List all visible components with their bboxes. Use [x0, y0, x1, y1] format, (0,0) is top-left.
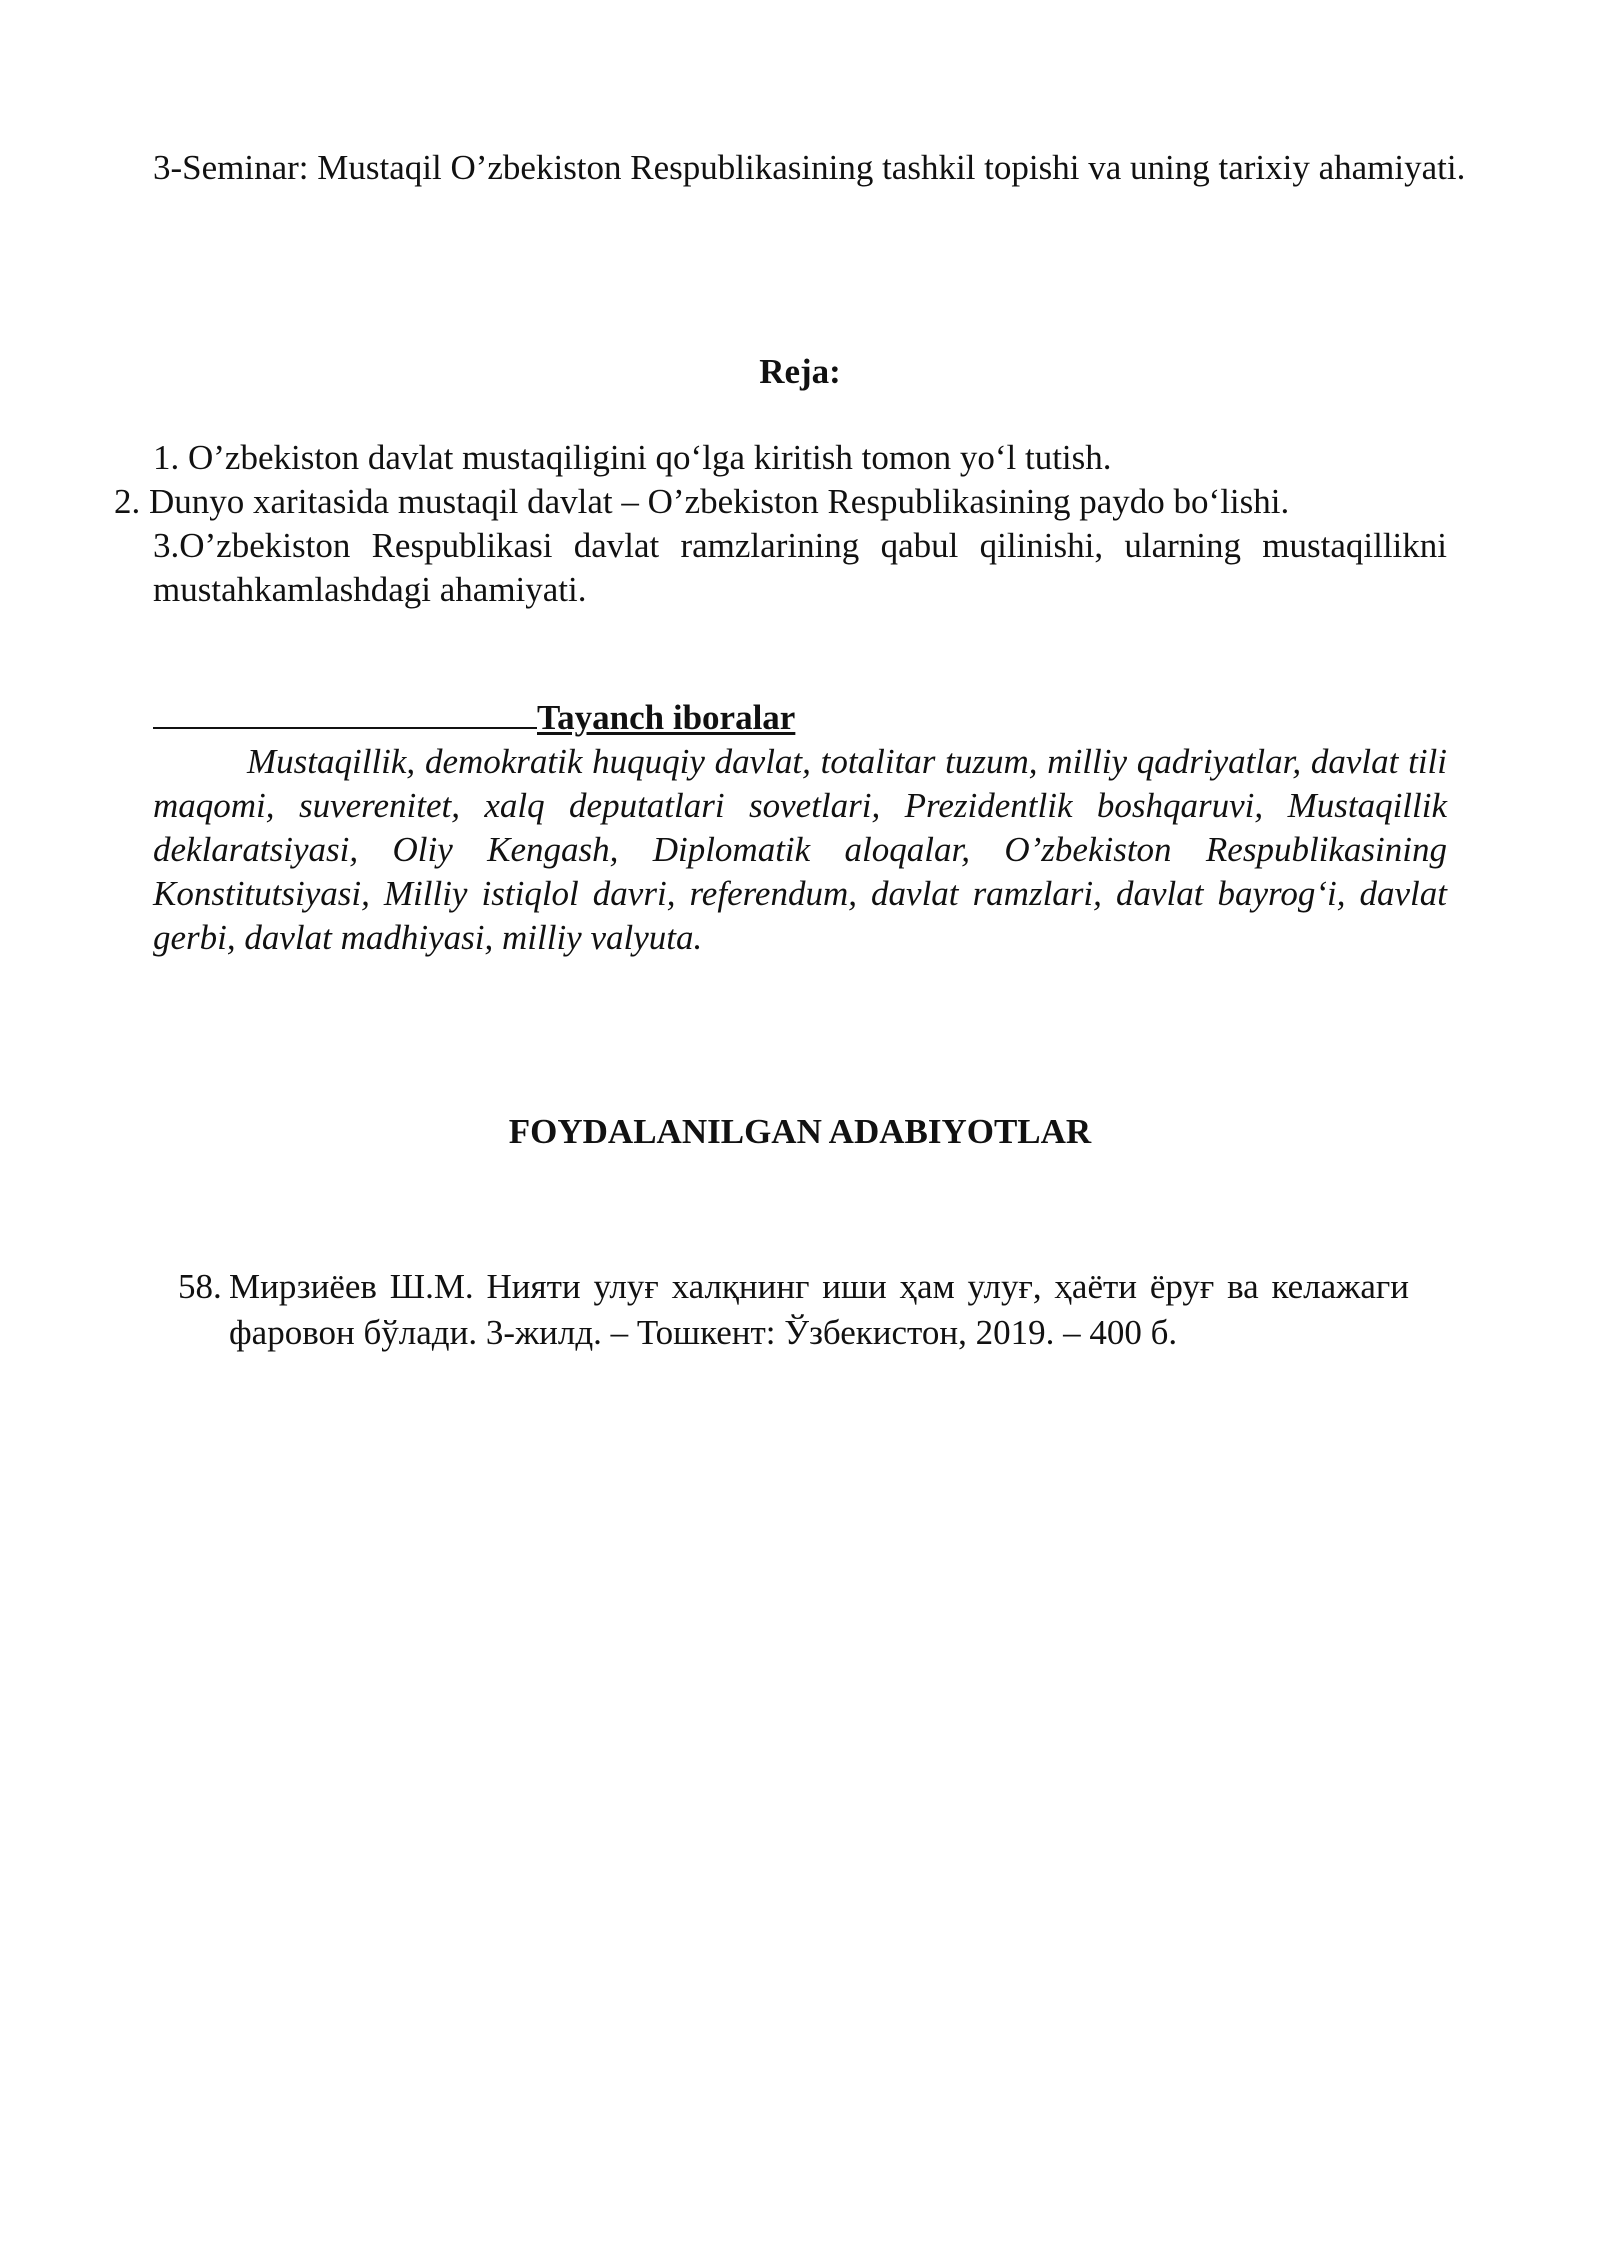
references-heading: FOYDALANILGAN ADABIYOTLAR	[508, 1112, 1092, 1151]
reference-number: 58.	[178, 1267, 222, 1306]
heading-rule	[153, 726, 537, 729]
reference-text: Мирзиёев Ш.М. Нияти улуғ халқнинг иши ҳам улуғ, ҳаёти ёруғ ва келажаги фаровон бўлади. 3-жилд. – Тошкент: Ўзбекистон, 2019. – 400 б.	[229, 1267, 1409, 1352]
keywords-heading: Tayanch iboralar	[537, 698, 796, 737]
plan-heading: Reja:	[759, 352, 841, 391]
plan-item-3: 3.O’zbekiston Respublikasi davlat ramzlarining qabul qilinishi, ularning mustaqillikni mustahkamlashdagi ahamiyati.	[153, 526, 1447, 609]
keywords-heading-line	[153, 696, 795, 740]
seminar-title: 3-Seminar: Mustaqil O’zbekiston Respublikasining tashkil topishi va uning tarixiy ahamiyati.	[153, 148, 1466, 187]
plan-item-2: 2. Dunyo xaritasida mustaqil davlat – O’zbekiston Respublikasining paydo bo‘lishi.	[114, 482, 1290, 521]
plan-item-1: 1. O’zbekiston davlat mustaqiligini qo‘lga kiritish tomon yo‘l tutish.	[153, 438, 1112, 477]
keywords-text: Mustaqillik, demokratik huquqiy davlat, totalitar tuzum, milliy qadriyatlar, davlat tili maqomi, suverenitet, xalq deputatlari sovetlari, Prezidentlik boshqaruvi, Mustaqillik deklaratsiyasi, Oliy Kengash, Diplomatik aloqalar, O’zbekiston Respublikasining Konstitutsiyasi, Milliy istiqlol davri, referendum, davlat ramzlari, davlat bayrog‘i, davlat gerbi, davlat madhiyasi, milliy valyuta.	[153, 742, 1447, 957]
